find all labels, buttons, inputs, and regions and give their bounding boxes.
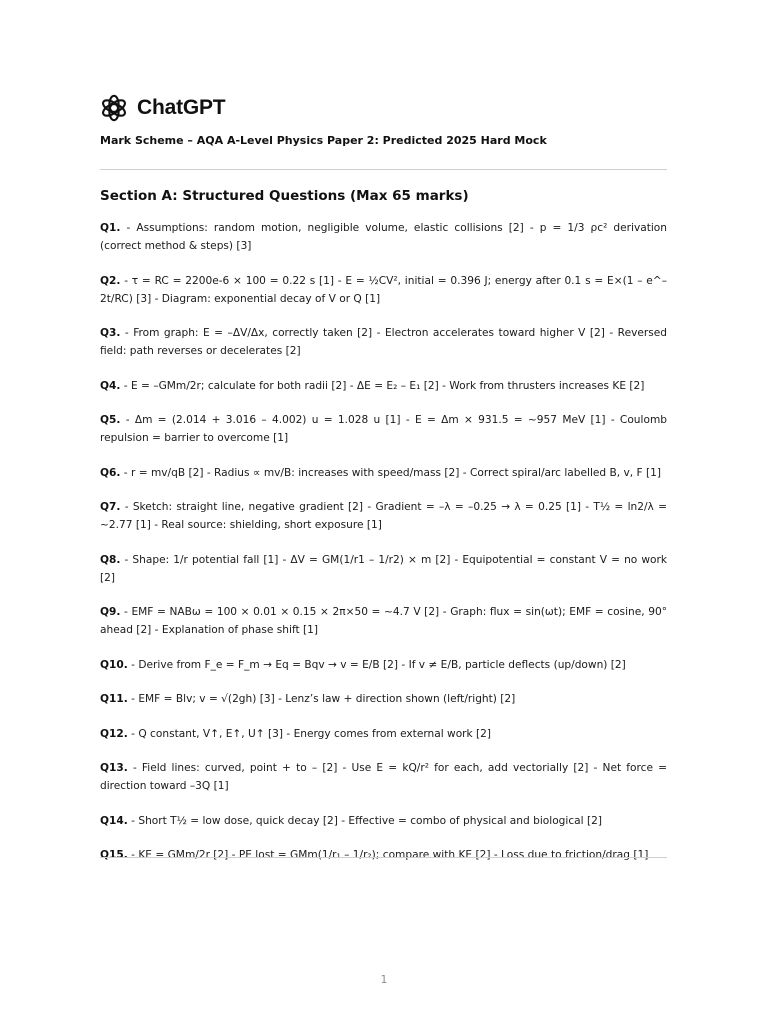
question-number: Q14.	[100, 814, 128, 827]
question-number: Q11.	[100, 693, 128, 705]
question-number: Q12.	[100, 727, 128, 740]
question-number: Q8.	[100, 553, 121, 566]
question-item	[100, 464, 667, 482]
question-item	[100, 219, 667, 255]
document-title: Mark Scheme – AQA A-Level Physics Paper 2: Predicted 2025 Hard Mock	[100, 134, 547, 147]
question-answer-text: - Δm = (2.014 + 3.016 – 4.002) u = 1.028 u [1] - E = Δm × 931.5 = ~957 MeV [1] - Coulomb repulsion = barrier to overcome [1]	[100, 414, 667, 444]
question-answer-text: - E = –GMm/2r; calculate for both radii [2] - ΔE = E₂ – E₁ [2] - Work from thrusters increases KE [2]	[123, 379, 645, 392]
question-list	[100, 219, 667, 881]
question-number: Q10.	[100, 658, 128, 671]
question-item	[100, 272, 667, 308]
question-item	[100, 603, 667, 639]
question-number: Q6.	[100, 466, 121, 479]
question-answer-text: - EMF = NABω = 100 × 0.01 × 0.15 × 2π×50 = ~4.7 V [2] - Graph: flux = sin(ωt); EMF = cosine, 90° ahead [2] - Explanation of phase shift [1]	[100, 606, 668, 636]
question-answer-text: - Q constant, V↑, E↑, U↑ [3] - Energy comes from external work [2]	[131, 727, 492, 740]
brand-header	[100, 94, 225, 122]
page-number: 1	[380, 974, 388, 986]
question-item	[100, 498, 667, 534]
question-item	[100, 812, 667, 830]
question-answer-text: - r = mv/qB [2] - Radius ∝ mv/B: increases with speed/mass [2] - Correct spiral/arc labelled B, v, F [1]	[123, 466, 661, 479]
question-item	[100, 846, 667, 864]
openai-knot-icon	[100, 94, 128, 122]
question-number: Q3.	[100, 327, 121, 339]
question-answer-text: - Sketch: straight line, negative gradient [2] - Gradient = –λ = –0.25 → λ = 0.25 [1] - T½ = ln2/λ = ~2.77 [1] - Real source: shielding, short exposure [1]	[100, 501, 667, 531]
question-answer-text: - Field lines: curved, point + to – [2] - Use E = kQ/r² for each, add vectorially [2] - Net force = direction toward –3Q [1]	[100, 762, 667, 792]
question-number: Q4.	[100, 379, 121, 392]
question-number: Q9.	[100, 606, 121, 618]
question-answer-text: - KE = GMm/2r [2] - PE lost = GMm(1/r₁ – 1/r₂); compare with KE [2] - Loss due to friction/drag [1]	[131, 849, 649, 861]
question-answer-text: - Assumptions: random motion, negligible volume, elastic collisions [2] - p = 1/3 ρc² derivation (correct method & steps) [3]	[100, 222, 667, 252]
question-item	[100, 324, 667, 360]
question-item	[100, 725, 667, 743]
question-item	[100, 759, 667, 795]
question-number: Q13.	[100, 762, 128, 774]
question-answer-text: - EMF = Blv; v = √(2gh) [3] - Lenz’s law + direction shown (left/right) [2]	[131, 693, 516, 705]
question-item	[100, 411, 667, 447]
question-number: Q7.	[100, 501, 121, 513]
brand-name: ChatGPT	[137, 96, 226, 119]
top-divider	[100, 169, 667, 170]
bottom-divider	[100, 857, 667, 858]
question-number: Q1.	[100, 222, 121, 234]
question-answer-text: - Short T½ = low dose, quick decay [2] - Effective = combo of physical and biological [2]	[131, 814, 602, 827]
question-answer-text: - From graph: E = –ΔV/Δx, correctly taken [2] - Electron accelerates toward higher V [2] - Reversed field: path reverses or decelerates [2]	[100, 327, 667, 357]
question-number: Q15.	[100, 849, 128, 861]
question-answer-text: - Shape: 1/r potential fall [1] - ΔV = GM(1/r1 – 1/r2) × m [2] - Equipotential = constant V = no work [2]	[100, 553, 667, 584]
question-answer-text: - τ = RC = 2200e-6 × 100 = 0.22 s [1] - E = ½CV², initial = 0.396 J; energy after 0.1 s = E×(1 – e^–2t/RC) [3] - Diagram: exponential decay of V or Q [1]	[100, 274, 667, 305]
question-item	[100, 551, 667, 587]
question-number: Q5.	[100, 414, 121, 426]
section-heading: Section A: Structured Questions (Max 65 marks)	[100, 188, 469, 204]
question-item	[100, 377, 667, 395]
question-item	[100, 656, 667, 674]
question-number: Q2.	[100, 274, 121, 287]
question-answer-text: - Derive from F_e = F_m → Eq = Bqv → v = E/B [2] - If v ≠ E/B, particle deflects (up/down) [2]	[131, 658, 626, 671]
question-item	[100, 690, 667, 708]
